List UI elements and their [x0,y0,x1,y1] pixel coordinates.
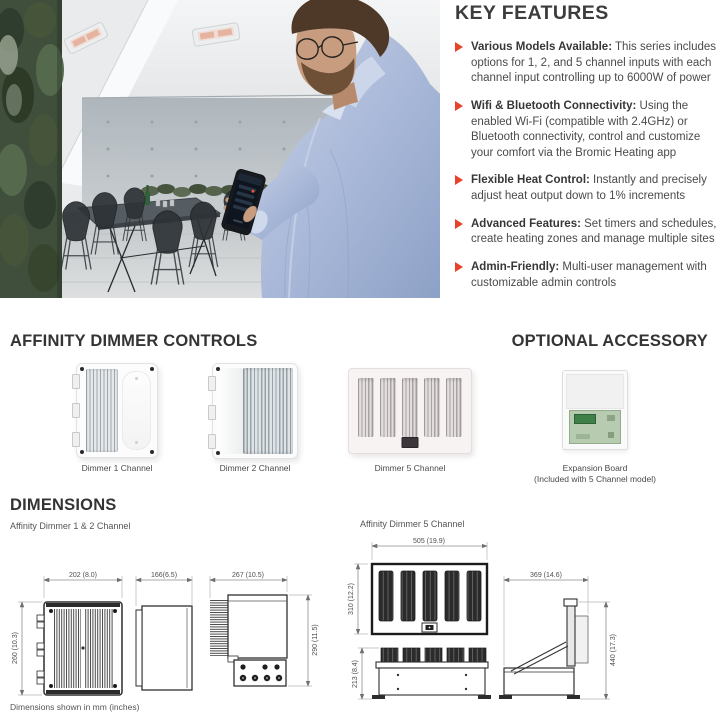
feature-item [455,260,718,291]
dimmer-controls-section-title: AFFINITY DIMMER CONTROLS [10,332,258,350]
dim-five-side-height: 440 (17.3) [610,634,617,666]
display-screen [402,437,419,448]
front-view [12,572,122,695]
feature-item [455,217,718,248]
dimensions-right-label: Affinity Dimmer 5 Channel [360,519,465,529]
green-living-wall [0,0,64,298]
product-image-expansion-board [562,370,628,450]
hero-photo [0,0,440,298]
side-view [136,572,192,690]
feature-text: Wifi & Bluetooth Connectivity: Using the enabled Wi-Fi (compatible with 2.4GHz) or Bluetooth connectivity, control and customize your comfort via the Bromic Heating app [471,99,701,159]
finned-side-view [210,572,319,686]
dim-front-width: 202 (8.0) [68,572,98,579]
dim-side-depth: 166(6.5) [150,572,178,579]
product-figure-dimmer-1-channel [57,363,177,473]
dimensions-footnote: Dimensions shown in mm (inches) [10,702,140,712]
five-channel-top-view [352,648,491,699]
dim-five-side-depth: 369 (14.6) [530,572,562,579]
heatsink [86,369,118,452]
five-channel-side-view [499,572,617,699]
enclosure-cover [566,374,624,409]
feature-text: Admin-Friendly: Multi-user management with customizable admin controls [471,260,707,289]
heatsink [243,368,293,454]
feature-bullet-icon [455,262,463,272]
optional-accessory-section-title: OPTIONAL ACCESSORY [511,332,708,350]
dim-front-height: 260 (10.3) [12,632,19,664]
five-channel-front-view [348,538,487,634]
product-image-dimmer-5-channel [348,368,472,454]
product-caption: Expansion Board (Included with 5 Channel model) [534,463,656,485]
circuit-board [569,410,621,444]
feature-bullet-icon [455,175,463,185]
feature-text: Flexible Heat Control: Instantly and precisely adjust heat output down to 1% increments [471,174,707,202]
feature-text: Various Models Available: This series includes options for 1, 2, and 5 channel inputs with each channel input controlling up to 6000W of power [471,41,717,85]
key-features-title: KEY FEATURES [455,2,609,24]
feature-bullet-icon [455,101,463,111]
product-caption: Dimmer 1 Channel [81,463,153,473]
control-plate [122,371,151,450]
product-figure-expansion-board [525,363,665,485]
product-figure-dimmer-2-channel [195,363,315,473]
dimensions-left-label: Affinity Dimmer 1 & 2 Channel [10,521,131,531]
dim-five-front-height: 310 (12.2) [348,583,355,615]
drawing-dimmer-1-2-channel [6,540,346,698]
feature-bullet-icon [455,42,463,52]
product-figure-dimmer-5-channel [345,363,475,473]
product-image-dimmer-2-channel [212,363,298,459]
product-caption: Dimmer 5 Channel [374,463,446,473]
key-features-section [455,2,718,303]
feature-bullet-icon [455,219,463,229]
drawing-dimmer-5-channel [348,528,720,712]
feature-text: Advanced Features: Set timers and schedules, create heating zones and manage multiple sites [471,217,717,246]
product-image-dimmer-1-channel [76,363,158,458]
dim-finned-height: 290 (11.5) [312,624,319,656]
feature-item [455,40,718,87]
feature-item [455,99,718,162]
dim-five-top-height: 213 (8.4) [352,659,359,689]
dimensions-section-title: DIMENSIONS [10,496,117,514]
product-caption: Dimmer 2 Channel [219,463,291,473]
dim-five-front-width: 505 (19.9) [413,538,445,545]
dim-finned-depth: 267 (10.5) [232,572,264,579]
feature-item [455,173,718,204]
